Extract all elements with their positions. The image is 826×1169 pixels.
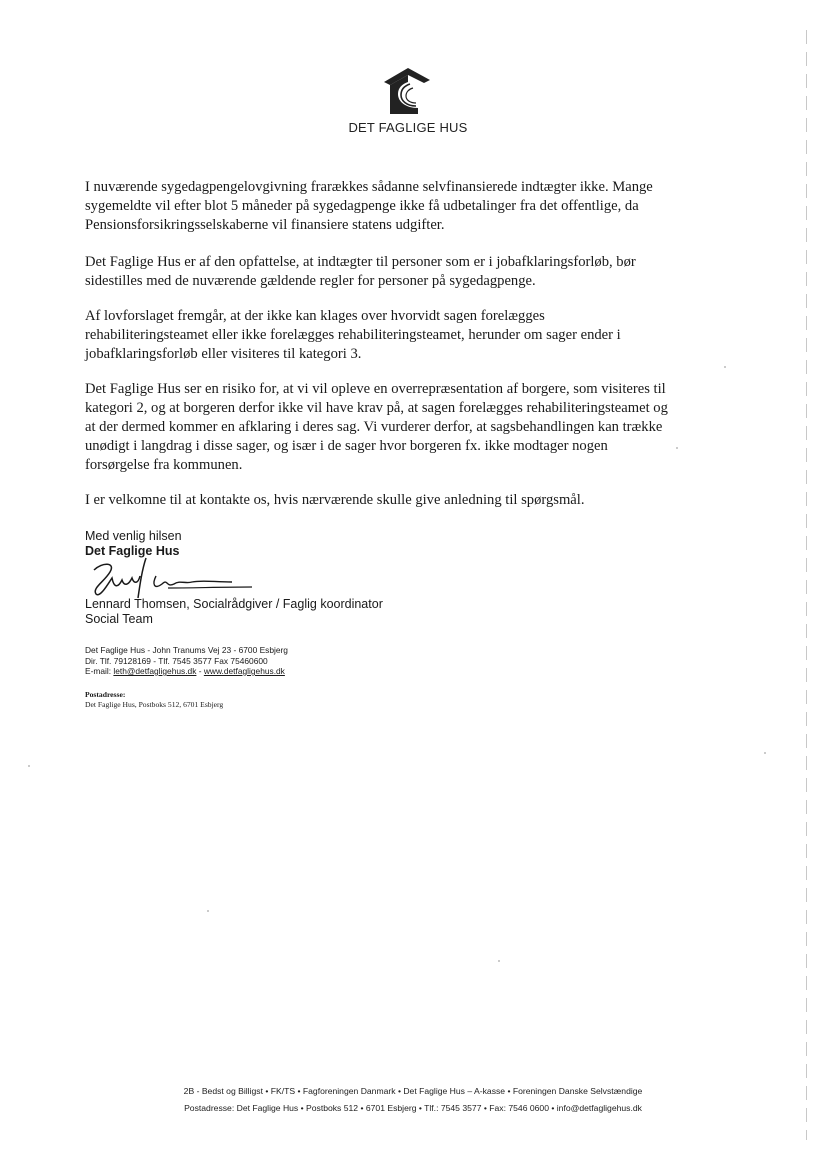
paragraph-line: forsørgelse fra kommunen. <box>85 457 243 473</box>
signer-block <box>85 597 383 627</box>
scan-speck <box>676 447 678 449</box>
paragraph-line: I nuværende sygedagpengelovgivning frarækkes sådanne selvfinansierede indtægter ikke. Mange <box>85 179 653 195</box>
footer-line-1: 2B - Bedst og Billigst • FK/TS • Fagforeningen Danmark • Det Faglige Hus – A-kasse • Foreningen Danske Selvstændige <box>183 1086 643 1096</box>
email-label: E-mail: <box>85 666 114 676</box>
scan-edge-line <box>806 30 807 1140</box>
email-link[interactable]: leth@detfagligehus.dk <box>113 666 197 676</box>
paragraph-line: sygemeldte vil efter blot 5 måneder på sygedagpenge ikke få udbetalinger fra det offentlige, da <box>85 198 639 214</box>
paragraph-line: I er velkomne til at kontakte os, hvis nærværende skulle give anledning til spørgsmål. <box>85 492 585 508</box>
paragraph-3 <box>85 307 675 364</box>
scan-speck <box>764 752 766 754</box>
contact-phone: Dir. Tlf. 79128169 - Tlf. 7545 3577 Fax 75460600 <box>85 655 268 666</box>
scan-speck <box>724 366 726 368</box>
contact-address: Det Faglige Hus - John Tranums Vej 23 - 6700 Esbjerg <box>85 645 288 655</box>
paragraph-line: kategori 2, og at borgeren derfor ikke vil have krav på, at sagen forelægges rehabiliteringsteamet og <box>85 400 668 416</box>
website-link[interactable]: www.detfagligehus.dk <box>203 666 285 676</box>
signer-name: Lennard Thomsen, Socialrådgiver / Faglig koordinator <box>85 597 383 611</box>
company-name: DET FAGLIGE HUS <box>348 120 468 135</box>
paragraph-line: rehabiliteringsteamet eller ikke forelægges rehabiliteringsteamet, herunder om sager ender i <box>85 327 621 343</box>
paragraph-4 <box>85 380 675 475</box>
paragraph-line: Det Faglige Hus er af den opfattelse, at indtægter til personer som er i jobafklaringsforløb, bør <box>85 254 636 270</box>
postal-label: Postadresse: <box>85 690 126 699</box>
signer-team: Social Team <box>85 612 153 626</box>
sender-organization: Det Faglige Hus <box>85 544 180 558</box>
greeting: Med venlig hilsen <box>85 529 182 543</box>
scan-speck <box>498 960 500 962</box>
paragraph-line: Det Faglige Hus ser en risiko for, at vi vil opleve en overrepræsentation af borgere, som visiteres til <box>85 381 666 397</box>
paragraph-1 <box>85 178 675 235</box>
paragraph-line: Af lovforslaget fremgår, at der ikke kan klages over hvorvidt sagen forelægges <box>85 308 545 324</box>
scan-speck <box>28 765 30 767</box>
contact-separator: - <box>196 666 204 676</box>
footer-line-2: Postadresse: Det Faglige Hus • Postboks 512 • 6701 Esbjerg • Tlf.: 7545 3577 • Fax: 7546 0600 • info@detfagligehus.dk <box>184 1103 642 1113</box>
house-roof-logo-icon <box>378 66 434 116</box>
paragraph-line: unødigt i langdrag i disse sager, og især i de sager hvor borgeren fx. ikke modtager nogen <box>85 438 608 454</box>
postal-address: Det Faglige Hus, Postboks 512, 6701 Esbjerg <box>85 700 224 709</box>
contact-block <box>85 645 288 677</box>
paragraph-line: jobafklaringsforløb eller visiteres til kategori 3. <box>85 346 362 362</box>
postal-block <box>85 690 223 710</box>
contact-email-line <box>85 666 288 677</box>
paragraph-line: sidestilles med de nuværende gældende regler for personer på sygedagpenge. <box>85 273 536 289</box>
paragraph-line: at der dermed kommer en afklaring i deres sag. Vi vurderer derfor, at sagsbehandlingen kan trække <box>85 419 663 435</box>
paragraph-5 <box>85 491 675 510</box>
scan-speck <box>207 910 209 912</box>
paragraph-2 <box>85 253 675 291</box>
paragraph-line: Pensionsforsikringsselskaberne vil finansiere statens udgifter. <box>85 217 445 233</box>
